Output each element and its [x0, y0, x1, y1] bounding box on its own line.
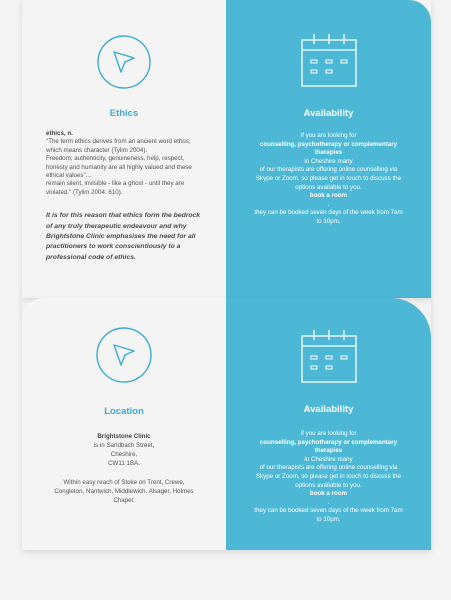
calendar-icon [300, 328, 358, 389]
ethics-panel [22, 0, 226, 298]
definition-line: "The term ethics derives from an ancient word ethos, [46, 138, 191, 146]
availability-line: Skype or Zoom, so please get in touch to discuss the [255, 472, 402, 480]
ethics-body [46, 130, 208, 263]
book-room-link[interactable]: book a room [309, 192, 348, 200]
address-line: Cheshire, [110, 451, 138, 458]
availability-text [226, 132, 431, 227]
nearby-towns: Within easy reach of Stoke on Trent, Crewe, Congleton, Nantwich, Middlewich, Alsager, Holmes Chapel. [54, 479, 194, 504]
ethics-title: Ethics [109, 108, 139, 119]
availability-line: . [327, 200, 330, 208]
location-panel [22, 298, 226, 550]
availability-line: options available to you. [295, 481, 362, 489]
availability-line: they can be booked seven days of the week from 7am [254, 507, 403, 515]
availability-line: Skype or Zoom, so please get in touch to discuss the [255, 174, 402, 182]
services-link[interactable]: counselling, psychotherapy or complementary [259, 140, 398, 148]
availability-panel [226, 298, 431, 550]
clinic-name: Brightstone Clinic [97, 433, 151, 440]
pointer-arrow-icon [96, 34, 152, 95]
availability-title: Availability [303, 108, 354, 119]
calendar-icon [300, 32, 358, 93]
availability-line: of our therapists are offering online counselling via [259, 166, 398, 174]
definition-line: Freedom, authenticity, genuineness, help, respect, [46, 155, 185, 163]
availability-line: to 10pm. [316, 217, 341, 225]
services-link[interactable]: therapies [314, 149, 343, 157]
availability-title: Availability [303, 404, 354, 415]
availability-line: they can be booked seven days of the week from 7am [254, 209, 403, 217]
availability-line: If you are looking for [300, 132, 357, 139]
availability-line: in Cheshire many [304, 455, 353, 463]
definition-line: which means character (Tylim 2004). [46, 146, 148, 154]
definition-line: ethical values"... [46, 172, 91, 180]
ethics-availability-card [22, 0, 431, 298]
availability-line: options available to you. [295, 183, 362, 191]
ethics-term: ethics, n. [46, 130, 73, 137]
availability-panel [226, 0, 431, 298]
services-link[interactable]: therapies [314, 447, 343, 455]
location-availability-card [22, 298, 431, 550]
ethics-definition [46, 138, 208, 197]
availability-line: If you are looking for [300, 430, 357, 437]
definition-line: remain silent, invisible - like a ghost - until they are [46, 180, 185, 188]
ethics-quote: It is for this reason that ethics form the bedrock of any truly therapeutic endeavour and why Brightstone Clinic emphasises the need for all practitioners to work conscientiously to a professional code of ethics. [46, 212, 201, 261]
availability-text [226, 430, 431, 525]
services-link[interactable]: counselling, psychotherapy or complementary [259, 438, 398, 446]
definition-line: honesty and humanity are all highly valued and these [46, 163, 192, 171]
availability-line: . [327, 498, 330, 506]
availability-line: in Cheshire many [304, 157, 353, 165]
location-title: Location [104, 406, 144, 417]
definition-line: violated." (Tylim 2004: 610). [46, 188, 123, 196]
pointer-arrow-icon [95, 326, 153, 389]
book-room-link[interactable]: book a room [309, 490, 348, 498]
address-line: is in Sandbach Street, [93, 442, 155, 449]
availability-line: of our therapists are offering online counselling via [259, 464, 398, 472]
availability-line: to 10pm. [316, 515, 341, 523]
address-line: CW11 1BA. [108, 460, 140, 467]
address-block [22, 432, 226, 468]
